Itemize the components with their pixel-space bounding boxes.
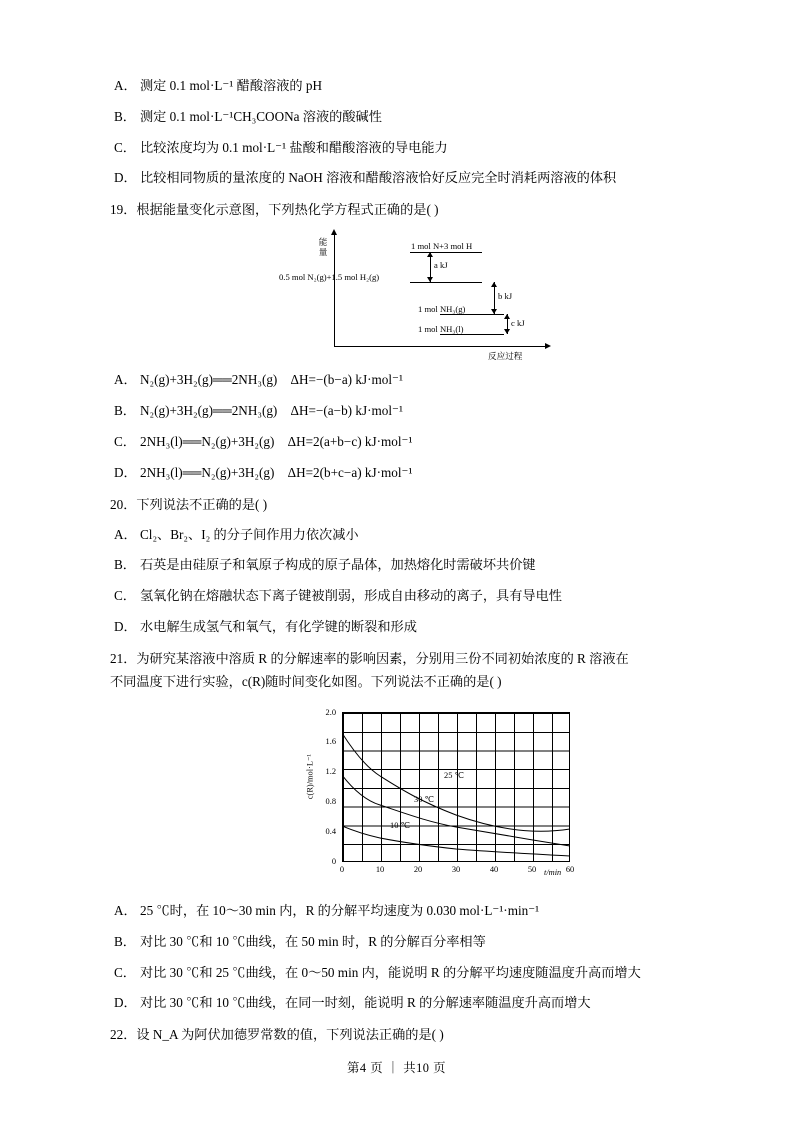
curve-10c — [342, 826, 570, 856]
x-tick-label: 20 — [413, 865, 423, 875]
option-label: C． — [114, 588, 136, 604]
option-label: A． — [114, 903, 137, 919]
y-tick-label: 0.4 — [325, 827, 336, 837]
curve-label-10c: 10 ℃ — [390, 821, 410, 831]
option-text: 水电解生成氢气和氧气，有化学键的断裂和形成 — [140, 619, 417, 635]
option-row — [110, 463, 697, 483]
curve-label-25c: 25 ℃ — [444, 771, 464, 781]
option-row — [110, 617, 697, 637]
y-tick-label: 0 — [331, 857, 336, 867]
option-label: B． — [114, 933, 136, 949]
question-20-stem — [110, 494, 697, 515]
option-text: 2NH₃(l)══N₂(g)+3H₂(g) ΔH=2(b+c−a) kJ·mol⁻¹ — [140, 464, 413, 480]
option-text: 2NH₃(l)══N₂(g)+3H₂(g) ΔH=2(a+b−c) kJ·mol⁻¹ — [140, 433, 413, 449]
option-row — [110, 963, 697, 983]
y-axis-label: 能量 — [318, 237, 328, 257]
option-label: C． — [114, 964, 136, 980]
curve-30c — [342, 775, 570, 846]
option-text: N₂(g)+3H₂(g)══2NH₃(g) ΔH=−(b−a) kJ·mol⁻¹ — [140, 372, 403, 388]
energy-diagram-figure — [278, 230, 618, 362]
option-row — [110, 932, 697, 952]
option-label: B． — [114, 557, 136, 573]
option-label: B． — [114, 108, 136, 124]
x-tick-label: 50 — [527, 865, 537, 875]
level-line-atoms — [410, 252, 482, 253]
option-text: 对比 30 ℃和 10 ℃曲线，在同一时刻，能说明 R 的分解速率随温度升高而增大 — [140, 995, 591, 1011]
option-label: A． — [114, 372, 137, 388]
x-tick-label: 30 — [451, 865, 461, 875]
arrow-c — [507, 314, 508, 334]
option-label: D． — [114, 619, 137, 635]
question-number: 19． — [110, 202, 137, 218]
option-text: 对比 30 ℃和 10 ℃曲线，在 50 min 时，R 的分解百分率相等 — [140, 933, 486, 949]
option-text: 测定 0.1 mol·L⁻¹ 醋酸溶液的 pH — [140, 78, 322, 93]
question-text: 下列说法不正确的是( ) — [136, 496, 268, 512]
option-label: D． — [114, 464, 137, 480]
chart-y-axis-title: c(R)/mol·L⁻¹ — [305, 754, 315, 800]
option-text: 比较相同物质的量浓度的 NaOH 溶液和醋酸溶液恰好反应完全时消耗两溶液的体积 — [140, 170, 617, 186]
option-row — [110, 138, 697, 158]
x-tick-label: 10 — [375, 865, 385, 875]
option-row — [110, 432, 697, 452]
decomposition-chart — [298, 702, 598, 887]
option-text: 对比 30 ℃和 25 ℃曲线，在 0～50 min 内，能说明 R 的分解平均速度随温度升高而增大 — [140, 964, 641, 980]
option-text: 石英是由硅原子和氧原子构成的原子晶体，加热熔化时需破坏共价键 — [140, 557, 536, 573]
option-label: A． — [114, 526, 137, 542]
option-text: Cl₂、Br₂、I₂ 的分子间作用力依次减小 — [140, 526, 359, 542]
option-text: N₂(g)+3H₂(g)══2NH₃(g) ΔH=−(a−b) kJ·mol⁻¹ — [140, 403, 403, 419]
option-row — [110, 993, 697, 1013]
level-label-nh3-gas: 1 mol NH₃(g) — [418, 304, 466, 315]
level-label-atoms: 1 mol N+3 mol H — [411, 241, 473, 252]
question-number: 20． — [110, 496, 137, 512]
option-text: 25 ℃时，在 10～30 min 内，R 的分解平均速度为 0.030 mol·L⁻¹·min⁻¹ — [140, 903, 540, 919]
option-row — [110, 525, 697, 545]
curve-25c — [342, 733, 570, 831]
option-row — [110, 370, 697, 390]
option-row — [110, 555, 697, 575]
level-label-nh3-liquid: 1 mol NH₃(l) — [418, 324, 464, 335]
option-row — [110, 901, 697, 921]
question-text: 设 N_A 为阿伏加德罗常数的值，下列说法正确的是( ) — [136, 1027, 444, 1043]
page-footer: 第4 页 ｜ 共10 页 — [347, 1061, 446, 1075]
question-text: 根据能量变化示意图，下列热化学方程式正确的是( ) — [136, 202, 439, 218]
option-label: C． — [114, 139, 136, 155]
question-22-stem — [110, 1024, 697, 1045]
level-line-nh3-liquid — [440, 334, 504, 335]
question-number: 22． — [110, 1027, 137, 1043]
chart-x-axis-title: t/min — [544, 868, 562, 878]
level-line-nh3-gas — [440, 314, 504, 315]
x-tick-label: 40 — [489, 865, 499, 875]
option-text: 氢氧化钠在熔融状态下离子键被削弱，形成自由移动的离子，具有导电性 — [140, 588, 562, 604]
option-row — [110, 586, 697, 606]
option-label: C． — [114, 433, 136, 449]
option-row — [110, 107, 697, 127]
question-21-stem-line1 — [110, 648, 697, 669]
level-label-reactants: 0.5 mol N₂(g)+1.5 mol H₂(g) — [279, 272, 380, 283]
y-tick-label: 0.8 — [325, 797, 336, 807]
y-tick-label: 2.0 — [325, 708, 336, 718]
arrow-label-b: b kJ — [498, 291, 513, 302]
option-label: B． — [114, 403, 136, 419]
question-text: 为研究某溶液中溶质 R 的分解速率的影响因素，分别用三份不同初始浓度的 R 溶液在 — [136, 650, 629, 666]
x-axis — [334, 346, 546, 347]
y-axis — [334, 234, 335, 346]
arrow-label-a: a kJ — [434, 260, 448, 271]
x-axis-label: 反应过程 — [488, 351, 523, 362]
chart-curves — [342, 712, 570, 862]
y-tick-label: 1.2 — [325, 767, 336, 777]
question-19-stem — [110, 199, 697, 220]
y-tick-label: 1.6 — [325, 737, 336, 747]
option-text: 测定 0.1 mol·L⁻¹CH₃COONa 溶液的酸碱性 — [140, 108, 382, 124]
curve-label-30c: 30 ℃ — [414, 795, 434, 805]
option-label: A． — [114, 78, 137, 93]
arrow-a — [430, 252, 431, 282]
arrow-b — [494, 282, 495, 314]
option-label: D． — [114, 170, 137, 186]
option-row — [110, 168, 697, 188]
option-row — [110, 76, 697, 96]
option-text: 比较浓度均为 0.1 mol·L⁻¹ 盐酸和醋酸溶液的导电能力 — [140, 139, 448, 155]
question-text: 不同温度下进行实验，c(R)随时间变化如图。下列说法不正确的是( ) — [110, 673, 502, 689]
question-21-stem-line2 — [110, 671, 697, 692]
question-number: 21． — [110, 650, 137, 666]
level-line-reactants — [410, 282, 482, 283]
x-tick-label: 0 — [339, 865, 345, 875]
arrow-label-c: c kJ — [511, 318, 525, 329]
option-label: D． — [114, 995, 137, 1011]
x-tick-label: 60 — [565, 865, 575, 875]
option-row — [110, 401, 697, 421]
